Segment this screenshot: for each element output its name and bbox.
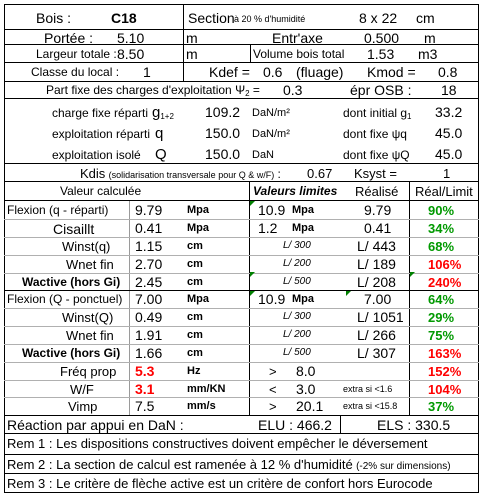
cell-comment-marker xyxy=(346,291,351,296)
psi-value[interactable]: 0.3 xyxy=(283,82,303,98)
row-ratio-wnet-fin-7: 75% xyxy=(428,328,455,343)
kdis-value: 0.67 xyxy=(307,166,333,181)
row-unit-w-f-10: mm/KN xyxy=(187,383,226,395)
row-label-vimp-11: Vimp xyxy=(68,399,98,414)
rule xyxy=(4,433,479,434)
header-ratio: Réal/Limit xyxy=(415,184,473,199)
dont-initial-subscript: 1 xyxy=(407,112,412,121)
row-value-wactive-hors-gi-4: 2.45 xyxy=(135,274,163,290)
kmod-label: Kmod = xyxy=(367,64,416,80)
cell-comment-marker xyxy=(250,272,255,277)
row-ratio-winst-q-2: 68% xyxy=(428,239,455,254)
border-top xyxy=(4,4,479,5)
osb-label: épr OSB : xyxy=(350,82,412,98)
row-value-wactive-hors-gi-8: 1.66 xyxy=(135,345,163,361)
row-unit-flexion-q-r-parti-0: Mpa xyxy=(187,204,209,216)
charge-Q-symbol: Q xyxy=(155,146,167,163)
row-value-fr-q-prop-9: 5.3 xyxy=(135,363,155,379)
remark-2: Rem 2 : La section de calcul est ramenée à 12 % d'humidité xyxy=(7,457,353,472)
rule xyxy=(4,454,479,455)
rule xyxy=(4,415,479,416)
charge-q-value[interactable]: 150.0 xyxy=(205,125,241,141)
charge-g-value[interactable]: 109.2 xyxy=(205,104,241,120)
header-valeurs-limites: Valeurs limites xyxy=(253,184,338,198)
charge-q-label: exploitation réparti xyxy=(52,127,151,141)
portee-unit: m xyxy=(186,30,198,46)
kdef-note: (fluage) xyxy=(296,64,344,80)
row-value-flexion-q-r-parti-0: 9.79 xyxy=(135,202,163,218)
row-unit-winst-q-2: cm xyxy=(187,240,203,252)
row-limit-w-f-10: < xyxy=(269,382,277,397)
kdis-note: (solidarisation transversale pour Q & w/F) xyxy=(108,170,275,180)
row-unit-flexion-q-ponctuel-5: Mpa xyxy=(187,293,209,305)
kdef-label: Kdef = xyxy=(209,64,250,80)
row-value-cisaillt-1: 0.41 xyxy=(135,220,163,236)
charge-g-subscript: 1+2 xyxy=(160,112,174,121)
cell-comment-marker xyxy=(250,291,255,296)
cell-comment-marker xyxy=(410,272,415,277)
row-divider xyxy=(4,255,479,256)
row-label-cisaillt-1: Cisaillt xyxy=(53,221,95,237)
row-unit-cisaillt-1: Mpa xyxy=(187,222,209,234)
rule xyxy=(4,200,479,201)
ksyst-label: Ksyst = xyxy=(354,166,397,181)
header-realise: Réalisé xyxy=(355,184,399,199)
classe-value[interactable]: 1 xyxy=(143,64,151,80)
row-divider xyxy=(4,219,479,220)
border-right xyxy=(478,4,479,493)
bois-value[interactable]: C18 xyxy=(111,10,137,26)
row-ratio-flexion-q-r-parti-0: 90% xyxy=(428,203,455,218)
row-value-winst-q-2: 1.15 xyxy=(135,238,163,254)
row-limit-value-w-f-10: 3.0 xyxy=(296,381,316,397)
osb-value[interactable]: 18 xyxy=(441,82,457,98)
border-left xyxy=(4,4,5,493)
psi-subscript: 2 xyxy=(245,89,250,98)
row-unit-wactive-hors-gi-4: cm xyxy=(187,276,203,288)
charge-g-symbol: g xyxy=(152,104,161,121)
row-divider xyxy=(4,326,479,327)
row-value-wnet-fin-7: 1.91 xyxy=(135,327,163,343)
row-value-flexion-q-ponctuel-5: 7.00 xyxy=(135,291,163,307)
row-limit-winst-q-2: L/ 300 xyxy=(283,240,311,251)
row-unit-wnet-fin-7: cm xyxy=(187,329,203,341)
section-value[interactable]: 8 x 22 xyxy=(359,10,398,26)
dont-fixe-q-label: dont fixe ψq xyxy=(343,127,407,141)
row-ratio-flexion-q-ponctuel-5: 64% xyxy=(428,292,455,307)
row-limit-wactive-hors-gi-4: L/ 500 xyxy=(283,276,311,287)
row-ratio-fr-q-prop-9: 152% xyxy=(428,364,462,379)
entraxe-unit: m xyxy=(424,30,436,46)
row-value-w-f-10: 3.1 xyxy=(135,381,155,397)
section-unit: cm xyxy=(416,10,435,26)
entraxe-label: Entr'axe xyxy=(272,30,323,46)
reaction-elu: ELU : 466.2 xyxy=(258,417,332,433)
charge-q-symbol: q xyxy=(155,125,164,142)
row-limit-fr-q-prop-9: > xyxy=(269,364,277,379)
row-ratio-w-f-10: 104% xyxy=(428,382,462,397)
row-realise-flexion-q-r-parti-0: 9.79 xyxy=(364,202,392,218)
row-limit-wnet-fin-3: L/ 200 xyxy=(283,258,311,269)
row-divider xyxy=(4,344,479,345)
charge-g-label: charge fixe réparti xyxy=(52,106,149,120)
row-value-winst-q-6: 0.49 xyxy=(135,309,163,325)
row-label-flexion-q-ponctuel-5: Flexion (Q - ponctuel) xyxy=(7,292,123,306)
row-ratio-wnet-fin-3: 106% xyxy=(428,257,462,272)
rule xyxy=(250,44,251,63)
border-bottom xyxy=(4,492,479,493)
reaction-els: ELS : 330.5 xyxy=(377,417,451,433)
largeur-label: Largeur totale : xyxy=(36,47,117,61)
row-realise-winst-q-2: L/ 443 xyxy=(357,238,396,254)
bois-label: Bois : xyxy=(36,10,72,26)
row-unit-winst-q-6: cm xyxy=(187,311,203,323)
row-limit-cisaillt-1: 1.2 xyxy=(258,220,278,236)
psi-label: Part fixe des charges d'exploitation Ψ xyxy=(46,83,246,97)
remark-1: Rem 1 : Les dispositions constructives doivent empêcher le déversement xyxy=(7,436,428,451)
row-limit-winst-q-6: L/ 300 xyxy=(283,311,311,322)
row-ratio-wactive-hors-gi-8: 163% xyxy=(428,346,462,361)
row-realise-w-f-10: extra si <1.6 xyxy=(343,384,393,394)
row-limit-vimp-11: > xyxy=(269,399,277,414)
kmod-value: 0.8 xyxy=(438,64,458,80)
row-realise-wnet-fin-3: L/ 189 xyxy=(357,256,396,272)
row-label-winst-q-6: Winst(Q) xyxy=(62,310,114,325)
row-divider xyxy=(4,308,479,309)
rule xyxy=(340,416,341,434)
row-ratio-winst-q-6: 29% xyxy=(428,310,455,325)
row-unit-wactive-hors-gi-8: cm xyxy=(187,347,203,359)
row-unit-vimp-11: mm/s xyxy=(187,400,216,412)
dont-initial-value: 33.2 xyxy=(435,104,463,120)
charge-g-unit: DaN/m² xyxy=(252,107,290,119)
row-unit-fr-q-prop-9: Hz xyxy=(187,365,201,377)
entraxe-value[interactable]: 0.500 xyxy=(364,30,400,46)
row-realise-vimp-11: extra si <15.8 xyxy=(343,401,398,411)
row-realise-cisaillt-1: 0.41 xyxy=(364,220,392,236)
row-limit-unit-flexion-q-ponctuel-5: Mpa xyxy=(292,293,314,305)
row-ratio-wactive-hors-gi-4: 240% xyxy=(428,275,462,290)
charge-Q-label: exploitation isolé xyxy=(52,148,141,162)
row-limit-value-fr-q-prop-9: 8.0 xyxy=(296,363,316,379)
row-value-wnet-fin-3: 2.70 xyxy=(135,256,163,272)
section-divider xyxy=(4,290,479,291)
row-limit-unit-cisaillt-1: Mpa xyxy=(292,222,314,234)
kdef-value: 0.6 xyxy=(263,64,283,80)
rule xyxy=(4,98,479,99)
rule xyxy=(4,163,479,164)
row-label-flexion-q-r-parti-0: Flexion (q - réparti) xyxy=(7,203,109,217)
largeur-unit: m xyxy=(186,46,198,62)
classe-label: Classe du local : xyxy=(31,65,120,79)
row-realise-wactive-hors-gi-8: L/ 307 xyxy=(357,345,396,361)
rule xyxy=(4,473,479,474)
row-realise-wnet-fin-7: L/ 266 xyxy=(357,327,396,343)
row-divider xyxy=(4,237,479,238)
portee-label: Portée : xyxy=(44,30,94,46)
rule xyxy=(183,4,184,82)
row-limit-value-vimp-11: 20.1 xyxy=(296,398,324,414)
dont-fixe-Q-label: dont fixe ψQ xyxy=(343,148,410,162)
row-divider xyxy=(4,273,479,274)
row-ratio-cisaillt-1: 34% xyxy=(428,221,455,236)
charge-q-unit: DaN/m² xyxy=(252,128,290,140)
row-label-wactive-hors-gi-8: Wactive (hors Gi) xyxy=(22,346,121,360)
row-realise-winst-q-6: L/ 1051 xyxy=(357,309,404,325)
charge-Q-value[interactable]: 150.0 xyxy=(205,146,241,162)
row-divider xyxy=(4,362,479,363)
row-unit-wnet-fin-3: cm xyxy=(187,258,203,270)
row-divider xyxy=(4,380,479,381)
largeur-value[interactable]: 8.50 xyxy=(117,46,145,62)
row-label-wnet-fin-7: Wnet fin xyxy=(66,328,114,343)
volume-unit: m3 xyxy=(418,46,438,62)
row-limit-flexion-q-r-parti-0: 10.9 xyxy=(258,202,286,218)
charge-Q-unit: DaN xyxy=(252,149,275,161)
dont-fixe-q-value: 45.0 xyxy=(435,125,463,141)
remark-3: Rem 3 : Le critère de flèche active est un critère de confort hors Eurocode xyxy=(7,476,433,491)
section-label: Section xyxy=(188,10,235,26)
volume-label: Volume bois total xyxy=(253,47,345,61)
row-label-fr-q-prop-9: Fréq prop xyxy=(60,364,117,379)
kdis-label: Kdis xyxy=(80,166,106,181)
row-limit-unit-flexion-q-r-parti-0: Mpa xyxy=(292,204,314,216)
row-limit-wactive-hors-gi-8: L/ 500 xyxy=(283,347,311,358)
volume-value: 1.53 xyxy=(367,46,395,62)
psi-equals: = xyxy=(252,83,260,97)
reaction-label: Réaction par appui en DaN : xyxy=(7,417,184,433)
row-realise-flexion-q-ponctuel-5: 7.00 xyxy=(364,291,392,307)
dont-initial-label: dont initial g xyxy=(343,106,408,120)
rule xyxy=(4,62,479,63)
row-limit-wnet-fin-7: L/ 200 xyxy=(283,329,311,340)
kdis-colon: : xyxy=(277,167,281,181)
header-valeur-calculee: Valeur calculée xyxy=(60,184,142,198)
row-label-winst-q-2: Winst(q) xyxy=(62,239,111,254)
row-realise-wactive-hors-gi-4: L/ 208 xyxy=(357,274,396,290)
ksyst-value: 1 xyxy=(443,166,451,181)
row-divider xyxy=(4,397,479,398)
row-ratio-vimp-11: 37% xyxy=(428,399,455,414)
section-note: à 20 % d'humidité xyxy=(234,14,306,24)
remark-2-note: (-2% sur dimensions) xyxy=(356,461,451,472)
row-label-wactive-hors-gi-4: Wactive (hors Gi) xyxy=(22,275,121,289)
rule xyxy=(4,181,479,182)
portee-value[interactable]: 5.10 xyxy=(117,30,145,46)
row-label-wnet-fin-3: Wnet fin xyxy=(66,257,114,272)
row-label-w-f-10: W/F xyxy=(70,382,94,397)
cell-comment-marker xyxy=(250,201,255,206)
dont-fixe-Q-value: 45.0 xyxy=(435,146,463,162)
row-value-vimp-11: 7.5 xyxy=(135,398,155,414)
row-limit-flexion-q-ponctuel-5: 10.9 xyxy=(258,291,286,307)
